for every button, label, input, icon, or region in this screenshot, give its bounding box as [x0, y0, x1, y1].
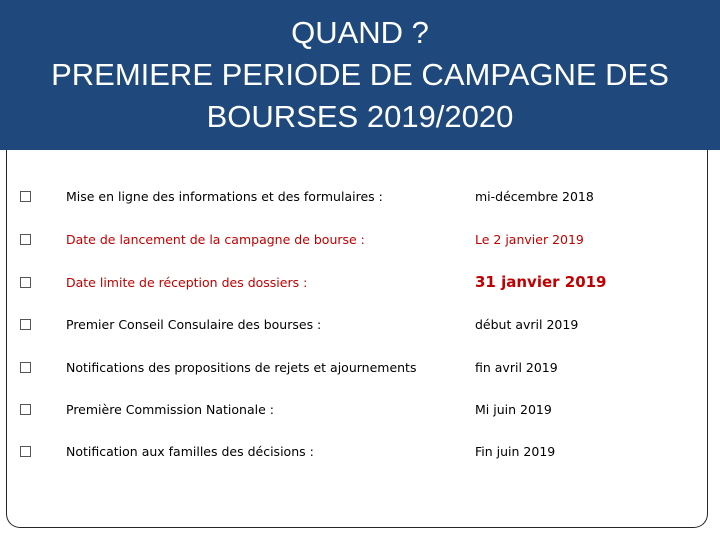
checkbox-bullet-icon [20, 191, 31, 202]
row-date: Fin juin 2019 [475, 443, 556, 459]
checkbox-bullet-icon [20, 319, 31, 330]
row-label: Date de lancement de la campagne de bourse : [66, 231, 365, 247]
checkbox-bullet-icon [20, 362, 31, 373]
list-item [0, 352, 720, 382]
row-date: début avril 2019 [475, 316, 579, 332]
checkbox-bullet-icon [20, 277, 31, 288]
checkbox-bullet-icon [20, 446, 31, 457]
title-line-2: PREMIERE PERIODE DE CAMPAGNE DES [51, 57, 669, 92]
list-item [0, 267, 720, 297]
row-label: Premier Conseil Consulaire des bourses : [66, 316, 322, 332]
row-label: Première Commission Nationale : [66, 401, 274, 417]
row-label: Notifications des propositions de rejets et ajournements [66, 359, 417, 375]
checkbox-bullet-icon [20, 234, 31, 245]
list-item [0, 309, 720, 339]
row-label: Notification aux familles des décisions : [66, 443, 314, 459]
title-line-3: BOURSES 2019/2020 [206, 99, 514, 134]
title-line-1: QUAND ? [291, 15, 429, 50]
row-date: Le 2 janvier 2019 [475, 231, 584, 247]
checkbox-bullet-icon [20, 404, 31, 415]
list-item [0, 224, 720, 254]
row-date: fin avril 2019 [475, 359, 558, 375]
row-label: Date limite de réception des dossiers : [66, 274, 308, 290]
title-banner [0, 0, 720, 150]
row-label: Mise en ligne des informations et des formulaires : [66, 188, 383, 204]
row-date: Mi juin 2019 [475, 401, 552, 417]
list-item [0, 436, 720, 466]
list-item [0, 181, 720, 211]
row-date: mi-décembre 2018 [475, 188, 594, 204]
row-date: 31 janvier 2019 [475, 273, 607, 291]
list-item [0, 394, 720, 424]
